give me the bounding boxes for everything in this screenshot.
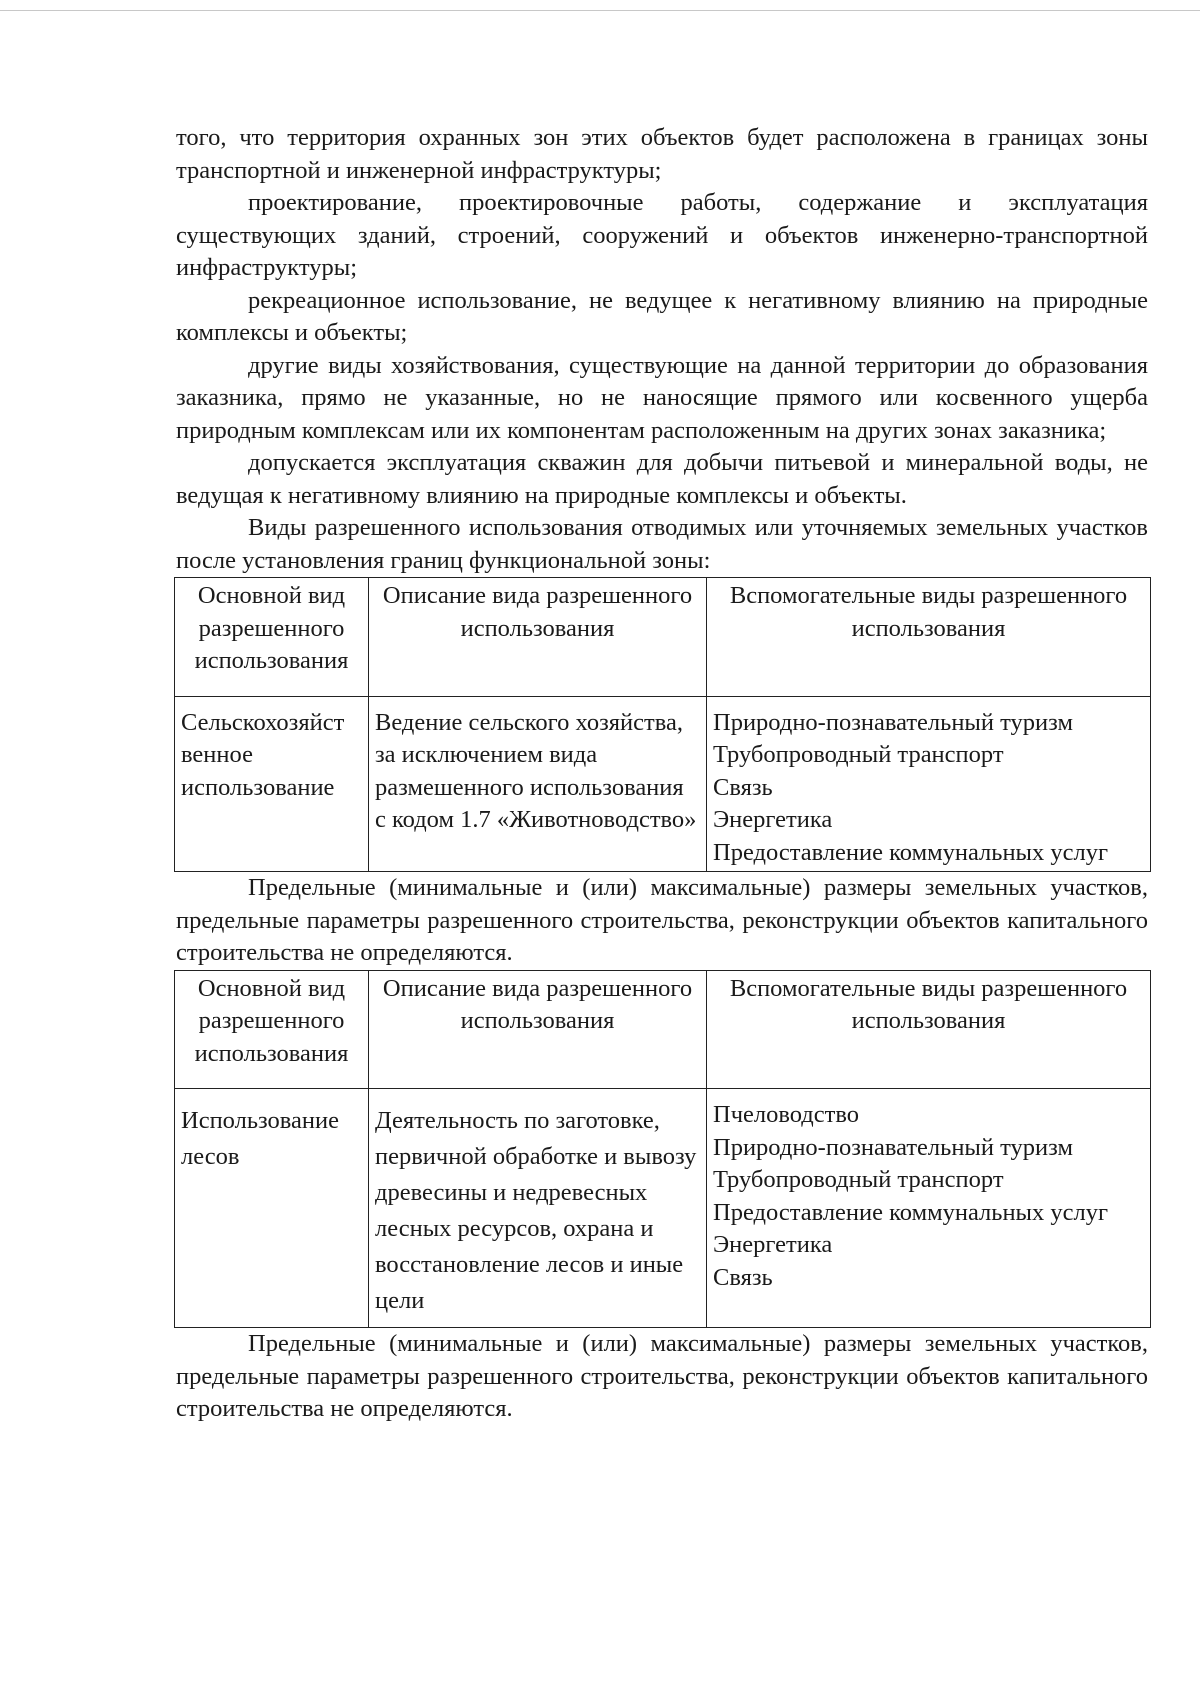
paragraph-continuation: того, что территория охранных зон этих объектов будет расположена в границах зоны транспортной и инженерной инфраструктуры; <box>176 124 1148 184</box>
table-row <box>175 1089 1151 1328</box>
aux-use-item: Природно-познавательный туризм <box>713 1133 1073 1161</box>
header-use-description: Описание вида разрешенного использования <box>369 578 707 697</box>
paragraph-other-activities: другие виды хозяйствования, существующие на данной территории до образования заказника, прямо не указанные, но не наносящие прямого или косвенного ущерба природным комплексам или их компонентам расположенным на других зонах заказника; <box>176 351 1148 444</box>
paragraph-recreation: рекреационное использование, не ведущее к негативному влиянию на природные комплексы и объекты; <box>176 286 1148 346</box>
cell-auxiliary-uses <box>707 1089 1151 1328</box>
paragraph-permitted-use-intro: Виды разрешенного использования отводимых или уточняемых земельных участков после установления границ функциональной зоны: <box>176 514 1148 574</box>
cell-main-use: Использование лесов <box>175 1089 369 1328</box>
aux-use-item: Трубопроводный транспорт <box>713 741 1004 768</box>
document-body <box>176 122 1148 1426</box>
table-row <box>175 696 1151 872</box>
scan-edge-line <box>0 10 1200 11</box>
cell-auxiliary-uses <box>707 696 1151 872</box>
header-use-description: Описание вида разрешенного использования <box>369 970 707 1089</box>
table-header-row <box>175 970 1151 1089</box>
paragraph-size-limits-1: Предельные (минимальные и (или) максимальные) размеры земельных участков, предельные параметры разрешенного строительства, реконструкции объектов капитального строительства не определяются. <box>176 874 1148 966</box>
aux-use-item: Трубопроводный транспорт <box>713 1166 1004 1193</box>
aux-use-item: Пчеловодство <box>713 1101 860 1128</box>
cell-use-description: Ведение сельского хозяйства, за исключением вида размешенного использования с кодом 1.7 «Животноводство» <box>369 696 707 872</box>
permitted-use-table-agriculture <box>174 577 1151 872</box>
aux-use-item: Предоставление коммунальных услуг <box>713 1198 1109 1226</box>
aux-use-item: Связь <box>713 773 773 801</box>
paragraph-size-limits-2: Предельные (минимальные и (или) максимальные) размеры земельных участков, предельные параметры разрешенного строительства, реконструкции объектов капитального строительства не определяются. <box>176 1330 1148 1422</box>
header-main-use: Основной вид разрешенного использования <box>175 578 369 697</box>
aux-use-item: Связь <box>713 1263 773 1291</box>
header-auxiliary-uses: Вспомогательные виды разрешенного использования <box>707 578 1151 697</box>
cell-main-use: Сельскохозяйст венное использование <box>175 696 369 872</box>
paragraph-design-works: проектирование, проектировочные работы, содержание и эксплуатация существующих зданий, строений, сооружений и объектов инженерно-транспортной инфраструктуры; <box>176 189 1148 281</box>
aux-use-item: Предоставление коммунальных услуг <box>713 838 1109 866</box>
aux-use-item: Энергетика <box>713 806 833 833</box>
aux-use-item: Энергетика <box>713 1231 833 1258</box>
table-header-row <box>175 578 1151 697</box>
paragraph-wells: допускается эксплуатация скважин для добычи питьевой и минеральной воды, не ведущая к негативному влиянию на природные комплексы и объекты. <box>176 449 1148 509</box>
permitted-use-table-forestry <box>174 970 1151 1329</box>
aux-use-item: Природно-познавательный туризм <box>713 708 1073 736</box>
header-auxiliary-uses: Вспомогательные виды разрешенного использования <box>707 970 1151 1089</box>
cell-use-description: Деятельность по заготовке, первичной обработке и вывозу древесины и недревесных лесных ресурсов, охрана и восстановление лесов и иные цели <box>369 1089 707 1328</box>
header-main-use: Основной вид разрешенного использования <box>175 970 369 1089</box>
